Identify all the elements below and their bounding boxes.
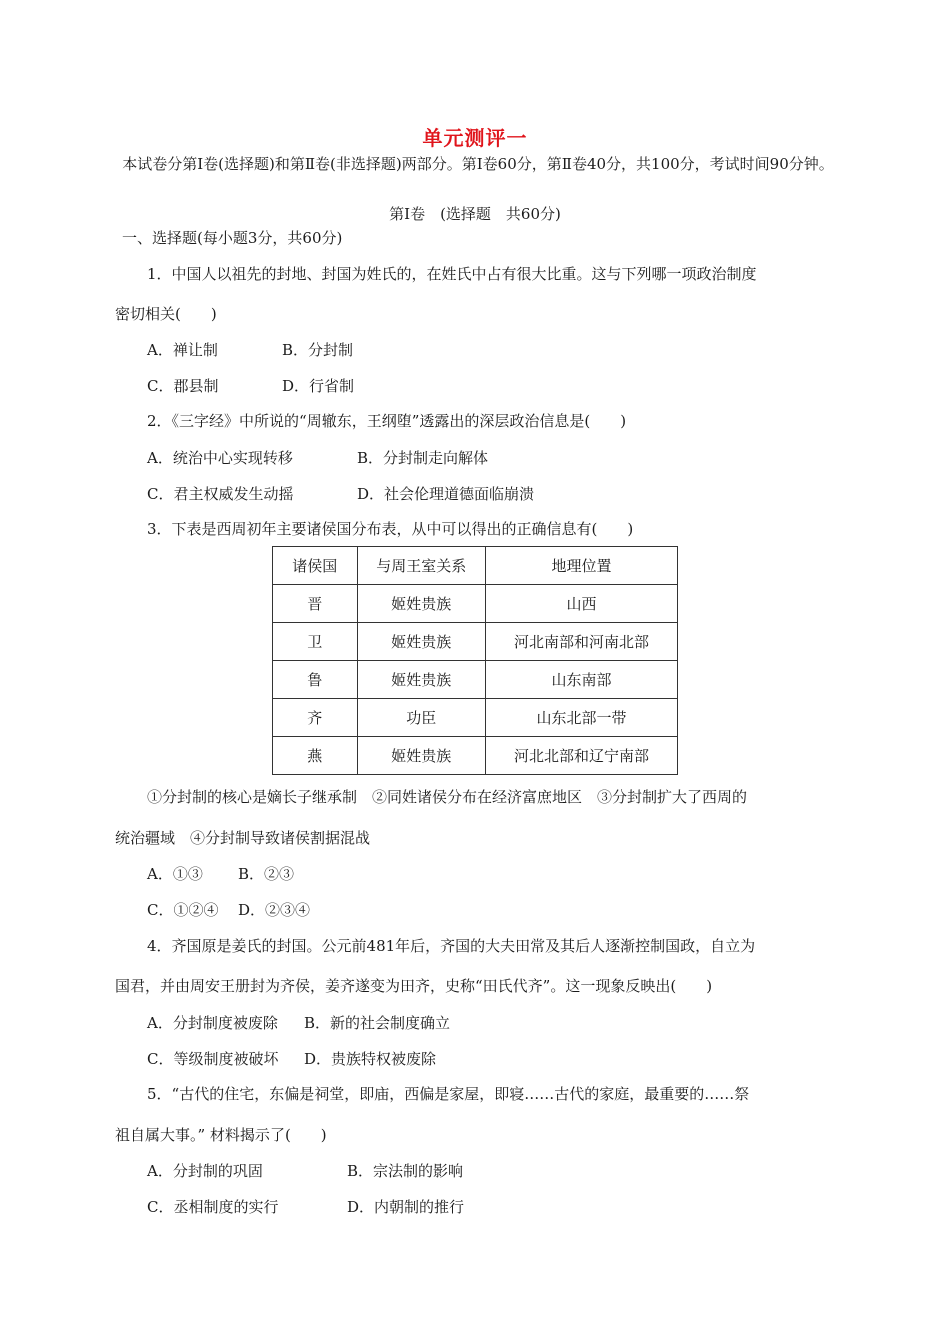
q1-stem-line-2: 密切相关( )	[115, 305, 217, 323]
table-row	[273, 737, 678, 775]
q5-stem-line-2: 祖自属大事。” 材料揭示了( )	[115, 1126, 327, 1144]
table-cell: 齐	[273, 699, 358, 737]
q4-option-c: C．等级制度被破坏	[147, 1050, 279, 1068]
table-cell: 姬姓贵族	[357, 661, 485, 699]
q5-option-d: D．内朝制的推行	[347, 1198, 465, 1216]
q3-statement-line-1: ①分封制的核心是嫡长子继承制 ②同姓诸侯分布在经济富庶地区 ③分封制扩大了西周的	[147, 788, 748, 806]
exam-instructions: 本试卷分第Ⅰ卷(选择题)和第Ⅱ卷(非选择题)两部分。第Ⅰ卷60分，第Ⅱ卷40分，共100分，考试时间90分钟。	[122, 155, 834, 173]
q2-option-b: B．分封制走向解体	[357, 449, 489, 467]
q5-option-a: A．分封制的巩固	[147, 1162, 263, 1180]
table-header-cell: 地理位置	[485, 547, 677, 585]
table-cell: 燕	[273, 737, 358, 775]
q4-stem-line-2: 国君，并由周安王册封为齐侯，姜齐遂变为田齐，史称“田氏代齐”。这一现象反映出( )	[115, 977, 713, 995]
q1-option-d: D．行省制	[282, 377, 355, 395]
table-cell: 河北北部和辽宁南部	[485, 737, 677, 775]
page-title: 单元测评一	[422, 126, 528, 150]
table-header-cell: 诸侯国	[273, 547, 358, 585]
q1-stem-line-1: 1．中国人以祖先的封地、封国为姓氏的，在姓氏中占有很大比重。这与下列哪一项政治制度	[147, 265, 757, 283]
table-cell: 卫	[273, 623, 358, 661]
table-row	[273, 623, 678, 661]
q2-option-c: C．君主权威发生动摇	[147, 485, 294, 503]
table-cell: 晋	[273, 585, 358, 623]
table-row	[273, 661, 678, 699]
table-cell: 山东南部	[485, 661, 677, 699]
q1-option-c: C．郡县制	[147, 377, 219, 395]
q2-option-d: D．社会伦理道德面临崩溃	[357, 485, 535, 503]
q2-stem-line-1: 2．《三字经》中所说的“周辙东，王纲堕”透露出的深层政治信息是( )	[147, 412, 627, 430]
table-cell: 姬姓贵族	[357, 623, 485, 661]
table-cell: 功臣	[357, 699, 485, 737]
q3-stem-line-1: 3．下表是西周初年主要诸侯国分布表，从中可以得出的正确信息有( )	[147, 520, 634, 538]
q1-option-a: A．禅让制	[147, 341, 218, 359]
q4-stem-line-1: 4．齐国原是姜氏的封国。公元前481年后，齐国的大夫田常及其后人逐渐控制国政，自立为	[147, 937, 756, 955]
q3-option-a: A．①③	[147, 865, 203, 883]
q4-option-b: B．新的社会制度确立	[304, 1014, 451, 1032]
q3-option-b: B．②③	[238, 865, 295, 883]
table-cell: 山西	[485, 585, 677, 623]
q4-option-a: A．分封制度被废除	[147, 1014, 278, 1032]
table-cell: 鲁	[273, 661, 358, 699]
q2-option-a: A．统治中心实现转移	[147, 449, 293, 467]
q3-option-d: D．②③④	[238, 901, 311, 919]
q1-option-b: B．分封制	[282, 341, 354, 359]
section-heading: 一、选择题(每小题3分，共60分)	[122, 229, 343, 247]
table-header-cell: 与周王室关系	[357, 547, 485, 585]
q5-option-b: B．宗法制的影响	[347, 1162, 464, 1180]
table-row	[273, 585, 678, 623]
q3-statement-line-2: 统治疆域 ④分封制导致诸侯割据混战	[115, 829, 371, 847]
q5-stem-line-1: 5．“古代的住宅，东偏是祠堂，即庙，西偏是家屋，即寝……古代的家庭，最重要的……祭	[147, 1085, 750, 1103]
q4-option-d: D．贵族特权被废除	[304, 1050, 437, 1068]
q5-option-c: C．丞相制度的实行	[147, 1198, 279, 1216]
table-cell: 山东北部一带	[485, 699, 677, 737]
feudal-states-table	[272, 546, 678, 775]
table-row	[273, 699, 678, 737]
table-cell: 姬姓贵族	[357, 737, 485, 775]
q3-option-c: C．①②④	[147, 901, 219, 919]
table-header-row	[273, 547, 678, 585]
part-title: 第Ⅰ卷 (选择题 共60分)	[389, 205, 561, 223]
table-cell: 河北南部和河南北部	[485, 623, 677, 661]
table-cell: 姬姓贵族	[357, 585, 485, 623]
